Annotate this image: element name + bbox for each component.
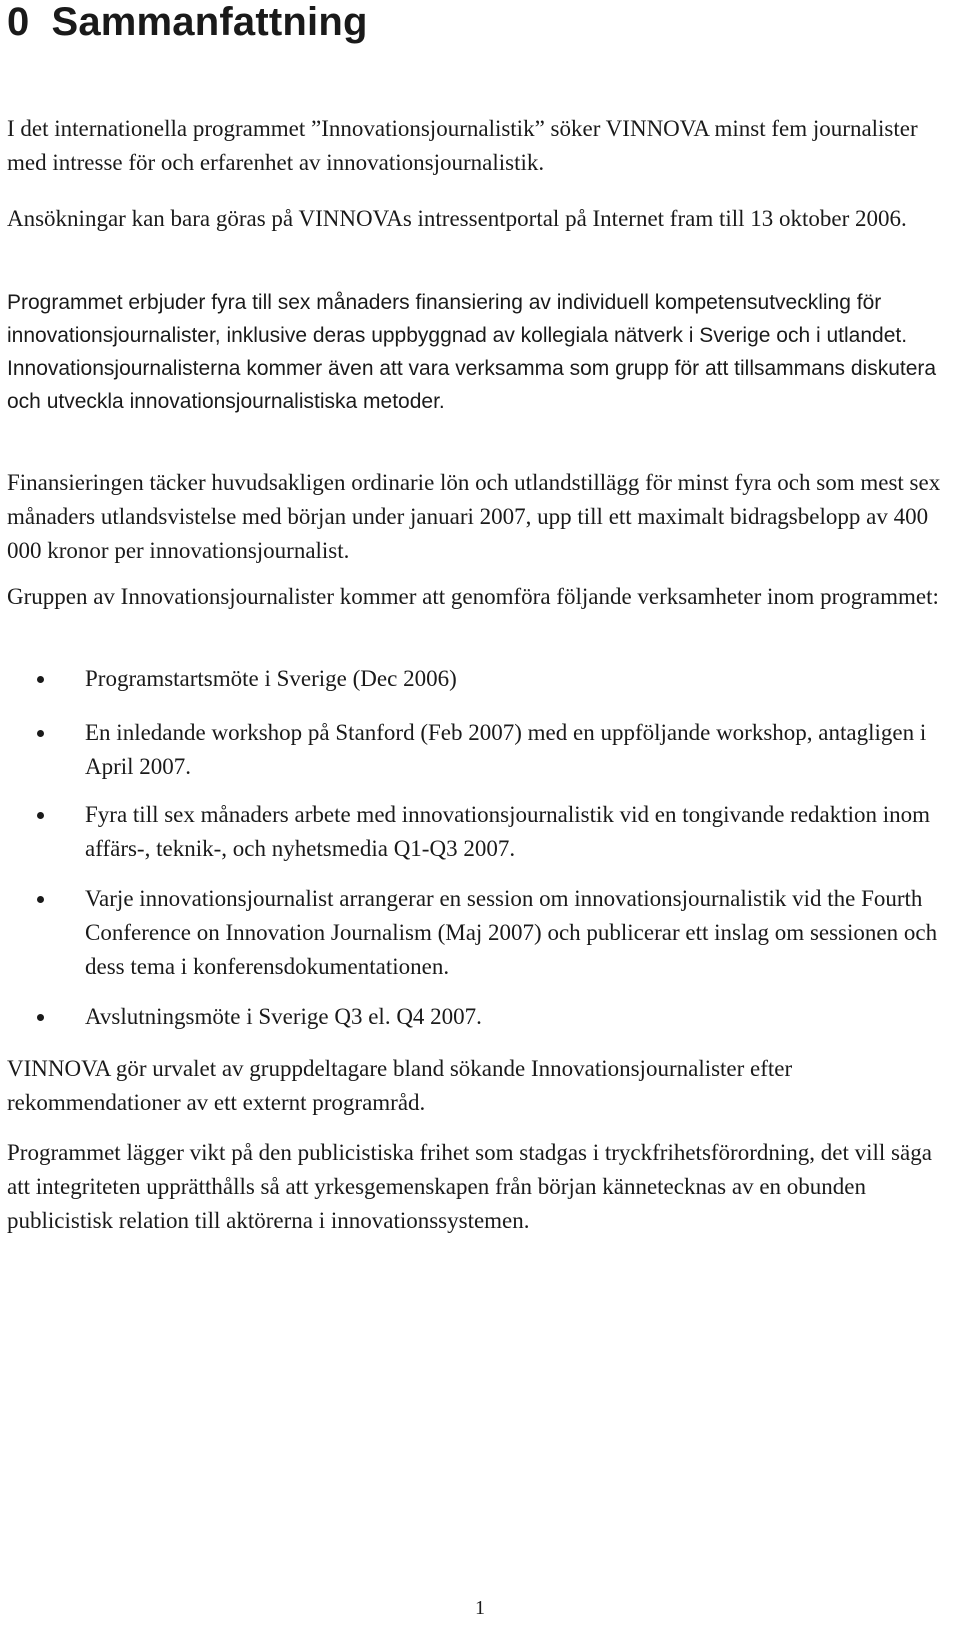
section-number: 0: [7, 0, 30, 44]
bullet-icon: [37, 1014, 44, 1021]
section-title: Sammanfattning: [51, 0, 368, 44]
list-item-text: Programstartsmöte i Sverige (Dec 2006): [85, 666, 457, 691]
document-page: [7, 0, 953, 1619]
bullet-icon: [37, 812, 44, 819]
bullet-icon: [37, 896, 44, 903]
paragraph-funding: Finansieringen täcker huvudsakligen ordinarie lön och utlandstillägg för minst fyra och som mest sex månaders utlandsvistelse med början under januari 2007, upp till ett maximalt bidragsbelopp av 400 000 kronor per innovationsjournalist.: [7, 470, 941, 563]
paragraph-intro: I det internationella programmet ”Innovationsjournalistik” söker VINNOVA minst fem journalister med intresse för och erfarenhet av innovationsjournalistik.: [7, 116, 918, 175]
bullet-icon: [37, 730, 44, 737]
paragraph-selection: VINNOVA gör urvalet av gruppdeltagare bland sökande Innovationsjournalister efter rekommendationer av ett externt programråd.: [7, 1056, 793, 1115]
paragraph-offer: Programmet erbjuder fyra till sex månaders finansiering av individuell kompetensutveckling för innovationsjournalister, inklusive deras uppbyggnad av kollegiala nätverk i Sverige och i utlandet. Innovationsjournalisterna kommer även att vara verksamma som grupp för att tillsammans diskutera och utveckla innovationsjournalistiska metoder.: [7, 291, 937, 413]
paragraph-freedom: Programmet lägger vikt på den publicistiska frihet som stadgas i tryckfrihetsförordning, det vill säga att integriteten upprätthålls så att yrkesgemenskapen från början kännetecknas av en obunden publicistisk relation till aktörerna i innovationssystemen.: [7, 1140, 932, 1233]
list-item-text: En inledande workshop på Stanford (Feb 2007) med en uppföljande workshop, antagligen i April 2007.: [85, 720, 927, 779]
list-item-text: Varje innovationsjournalist arrangerar en session om innovationsjournalistik vid the Fourth Conference on Innovation Journalism (Maj 2007) och publicerar ett inslag om sessionen och dess tema i konferensdokumentationen.: [85, 886, 938, 979]
paragraph-application: Ansökningar kan bara göras på VINNOVAs intressentportal på Internet fram till 13 oktober 2006.: [7, 206, 907, 231]
paragraph-activities-intro: Gruppen av Innovationsjournalister kommer att genomföra följande verksamheter inom programmet:: [7, 584, 939, 609]
section-heading: [7, 0, 953, 44]
list-item-text: Fyra till sex månaders arbete med innovationsjournalistik vid en tongivande redaktion inom affärs-, teknik-, och nyhetsmedia Q1-Q3 2007.: [85, 802, 931, 861]
bullet-icon: [37, 676, 44, 683]
page-number: 1: [475, 1597, 485, 1619]
list-item-text: Avslutningsmöte i Sverige Q3 el. Q4 2007.: [85, 1004, 482, 1029]
